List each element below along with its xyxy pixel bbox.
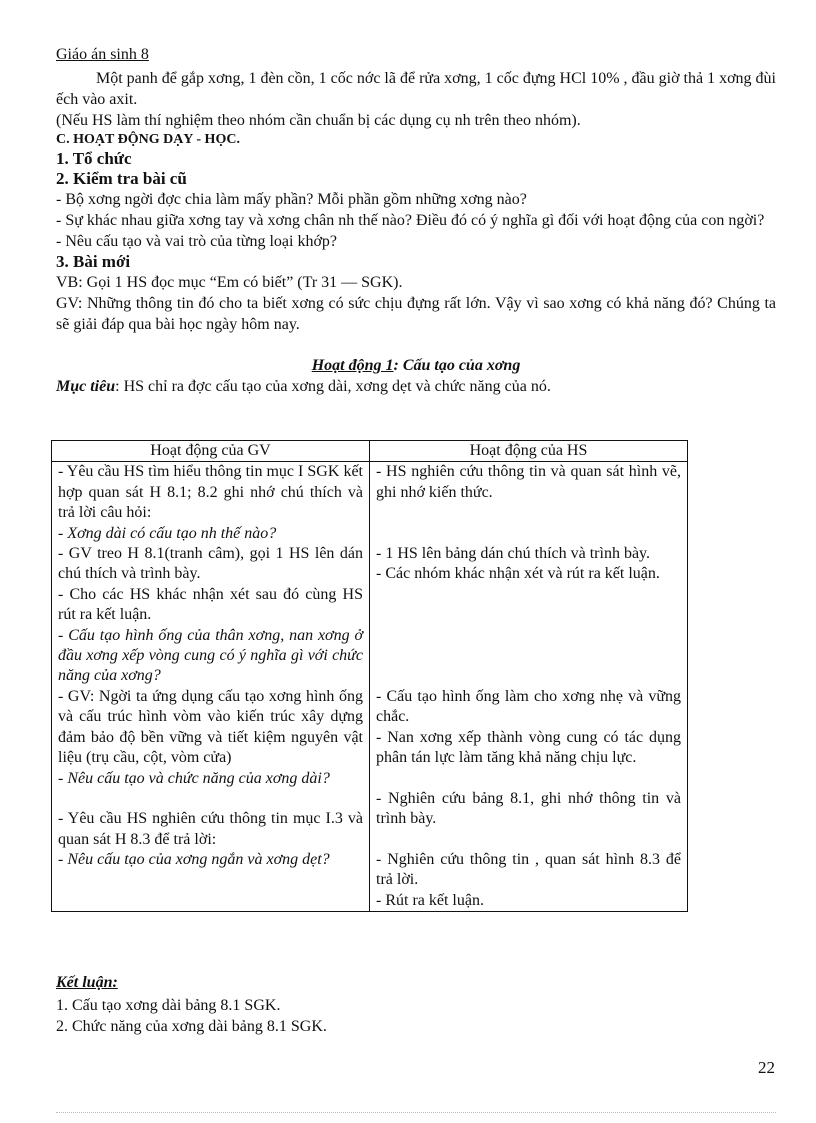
- objective-text: : HS chỉ ra đợc cấu tạo của xơng dài, xơng dẹt và chức năng của nó.: [115, 378, 551, 395]
- opening-vb: VB: Gọi 1 HS đọc mục “Em có biết” (Tr 31 — SGK).: [56, 274, 403, 291]
- conclusion-item: 1. Cấu tạo xơng dài bảng 8.1 SGK.: [56, 997, 281, 1014]
- gv-cell: [52, 462, 370, 912]
- hs-step: - Cấu tạo hình ống làm cho xơng nhẹ và vững chắc.: [376, 687, 681, 726]
- conclusion-item: 2. Chức năng của xơng dài bảng 8.1 SGK.: [56, 1018, 327, 1035]
- hs-step: - HS nghiên cứu thông tin và quan sát hình vẽ, ghi nhớ kiến thức.: [376, 463, 681, 501]
- gv-step: - Yêu cầu HS nghiên cứu thông tin mục I.3 và quan sát H 8.3 để trả lời:: [58, 810, 363, 848]
- review-question: - Sự khác nhau giữa xơng tay và xơng chân nh thế nào? Điều đó có ý nghĩa gì đối với hoạt động của con ngời?: [56, 212, 765, 229]
- review-question: - Nêu cấu tạo và vai trò của từng loại khớp?: [56, 233, 338, 250]
- gv-question: - Cấu tạo hình ống của thân xơng, nan xơng ở đầu xơng xếp vòng cung có ý nghĩa gì với chức năng của xơng?: [58, 626, 363, 685]
- lesson-page: [56, 44, 776, 397]
- hs-step: - 1 HS lên bảng dán chú thích và trình bày.: [376, 545, 651, 562]
- group-note: (Nếu HS làm thí nghiệm theo nhóm cần chuẩn bị các dụng cụ nh trên theo nhóm).: [56, 112, 581, 129]
- materials-paragraph: Một panh để gắp xơng, 1 đèn cồn, 1 cốc nớc lã để rửa xơng, 1 cốc đựng HCl 10% , đầu giờ thả 1 xơng đùi ếch vào axit.: [56, 70, 776, 108]
- gv-question: - Nêu cấu tạo của xơng ngắn và xơng dẹt?: [58, 851, 330, 869]
- table-header-row: [52, 441, 688, 462]
- hs-cell: [370, 462, 688, 912]
- gv-question: - Xơng dài có cấu tạo nh thế nào?: [58, 524, 277, 542]
- activity-label: Hoạt động 1: [311, 357, 394, 374]
- section-2-heading: 2. Kiểm tra bài cũ: [56, 169, 187, 188]
- activity-title: [56, 355, 776, 376]
- page-number: 22: [758, 1058, 775, 1077]
- header-hs: Hoạt động của HS: [370, 441, 688, 462]
- table-row: [52, 462, 688, 912]
- objective-label: Mục tiêu: [56, 378, 116, 395]
- gv-step: - Yêu cầu HS tìm hiểu thông tin mục I SGK kết hợp quan sát H 8.1; 8.2 ghi nhớ chú thích và trả lời câu hỏi:: [58, 463, 363, 522]
- activity-name: : Cấu tạo của xơng: [393, 357, 521, 374]
- activity-table: [51, 440, 688, 912]
- hs-step: - Nghiên cứu bảng 8.1, ghi nhớ thông tin và trình bày.: [376, 789, 681, 828]
- review-question: - Bộ xơng ngời đợc chia làm mấy phần? Mỗi phần gồm những xơng nào?: [56, 191, 527, 208]
- gv-step: - Cho các HS khác nhận xét sau đó cùng HS rút ra kết luận.: [58, 585, 363, 624]
- conclusion-block: [56, 972, 776, 1037]
- hs-step: - Nan xơng xếp thành vòng cung có tác dụng phân tán lực làm tăng khả năng chịu lực.: [376, 728, 681, 766]
- conclusion-label: Kết luận:: [56, 974, 118, 991]
- gv-step: - GV: Ngời ta ứng dụng cấu tạo xơng hình ống và cấu trúc hình vòm vào kiến trúc xây dựng đảm bảo độ bền vững và tiết kiệm nguyên vật liệu (trụ cầu, cột, vòm cửa): [58, 687, 363, 767]
- document-header: Giáo án sinh 8: [56, 46, 149, 63]
- objective-line: [56, 376, 776, 397]
- section-3-heading: 3. Bài mới: [56, 252, 131, 271]
- gv-question: - Nêu cấu tạo và chức năng của xơng dài?: [58, 769, 330, 787]
- hs-step: - Các nhóm khác nhận xét và rút ra kết luận.: [376, 565, 660, 583]
- section-1-heading: 1. Tổ chức: [56, 149, 132, 168]
- opening-gv: GV: Những thông tin đó cho ta biết xơng có sức chịu đựng rất lớn. Vậy vì sao xơng có khả năng đó? Chúng ta sẽ giải đáp qua bài học ngày hôm nay.: [56, 295, 776, 333]
- header-gv: Hoạt động của GV: [52, 441, 370, 462]
- section-c-heading: C. HOẠT ĐỘNG DẠY - HỌC.: [56, 132, 240, 147]
- hs-step: - Nghiên cứu thông tin , quan sát hình 8.3 để trả lời.: [376, 850, 681, 889]
- footer-divider: [56, 1112, 776, 1113]
- hs-step: - Rút ra kết luận.: [376, 891, 484, 909]
- gv-step: - GV treo H 8.1(tranh câm), gọi 1 HS lên dán chú thích và trình bày.: [58, 545, 363, 583]
